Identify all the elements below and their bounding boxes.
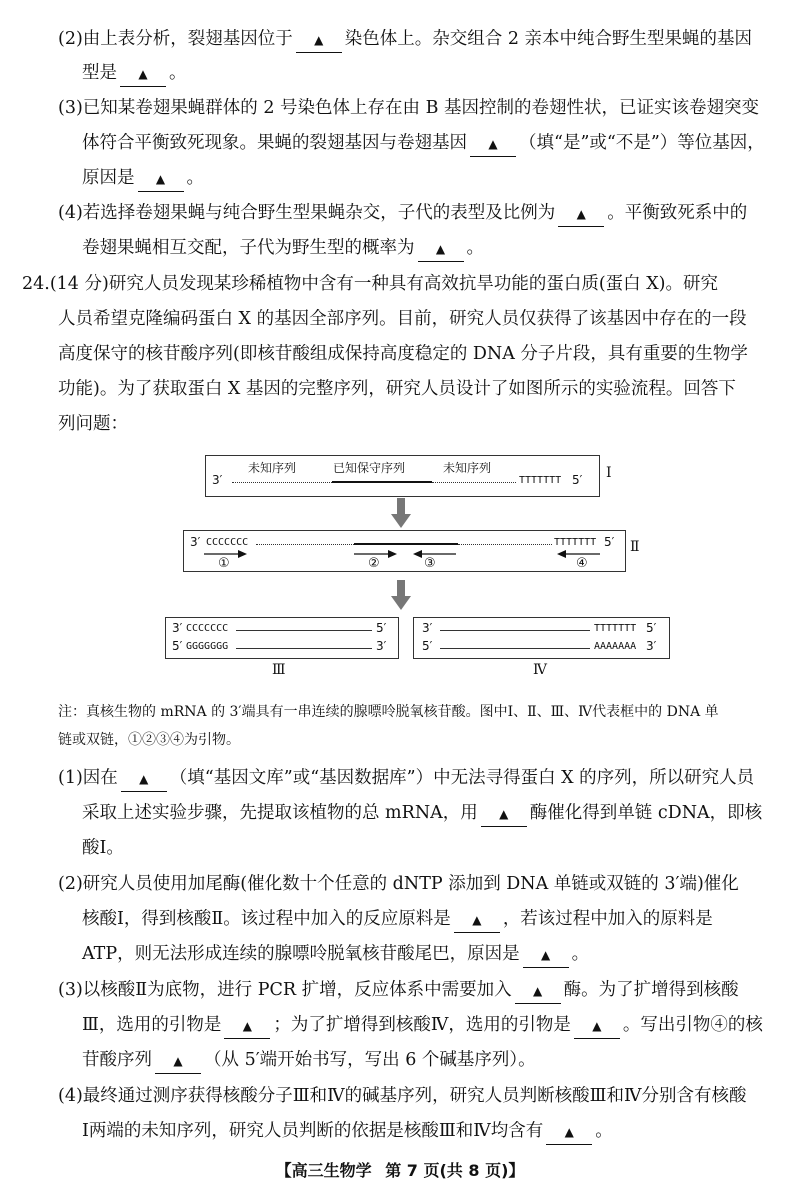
end-label: 5′ xyxy=(604,535,615,549)
triangle-icon: ▲ xyxy=(138,67,148,81)
q23-part2-line1: (2)由上表分析，裂翅基因位于 ▲ 染色体上。杂交组合 2 亲本中纯合野生型果蝇的基因 xyxy=(58,27,752,53)
nucleic-acid-III-box xyxy=(165,617,399,659)
process-arrow-down-icon xyxy=(389,498,413,530)
end-label: 3′ xyxy=(422,621,433,635)
triangle-icon: ▲ xyxy=(576,207,586,221)
q23-part4-line2: 卷翅果蝇相互交配，子代为野生型的概率为 ▲ 。 xyxy=(82,236,484,262)
roman-label-II: Ⅱ xyxy=(630,539,640,555)
q24-sub4-line1: (4)最终通过测序获得核酸分子Ⅲ和Ⅳ的碱基序列，研究人员判断核酸Ⅲ和Ⅳ分别含有核酸 xyxy=(58,1086,747,1106)
triangle-icon: ▲ xyxy=(139,772,149,786)
strand-line xyxy=(440,648,590,649)
poly-t-tail: TTTTTTT xyxy=(554,537,597,548)
answer-blank[interactable] xyxy=(224,1013,270,1039)
q24-sub3-line2: Ⅲ，选用的引物是 ▲ ；为了扩增得到核酸Ⅳ，选用的引物是 ▲ 。写出引物④的核 xyxy=(82,1013,763,1039)
q24-sub2-line2: 核酸Ⅰ，得到核酸Ⅱ。该过程中加入的反应原料是 ▲ ，若该过程中加入的原料是 xyxy=(82,907,713,933)
end-label: 5′ xyxy=(572,473,583,487)
q24-sub1-line1: (1)因在 ▲ （填“基因文库”或“基因数据库”）中无法寻得蛋白 X 的序列，所以研究人员 xyxy=(58,766,754,792)
triangle-icon: ▲ xyxy=(472,913,482,927)
conserved-segment xyxy=(332,481,432,483)
q23-part3-line3: 原因是 ▲ 。 xyxy=(82,166,204,192)
process-arrow-down-icon xyxy=(389,580,413,612)
answer-blank[interactable] xyxy=(515,978,561,1004)
single-strand-right xyxy=(432,482,516,483)
q24-intro-line1: 24.(14 分)研究人员发现某珍稀植物中含有一种具有高效抗旱功能的蛋白质(蛋白 X)。研究 xyxy=(22,274,718,294)
end-label: 5′ xyxy=(376,621,387,635)
single-strand-left xyxy=(232,482,332,483)
q24-intro-line4: 功能)。为了获取蛋白 X 基因的完整序列，研究人员设计了如图所示的实验流程。回答下 xyxy=(58,379,736,399)
q24-sub4-line2: Ⅰ两端的未知序列，研究人员判断的依据是核酸Ⅲ和Ⅳ均含有 ▲ 。 xyxy=(82,1119,613,1145)
q24-sub1-line3: 酸Ⅰ。 xyxy=(82,838,124,858)
poly-c-tail: CCCCCCC xyxy=(206,537,249,548)
triangle-icon: ▲ xyxy=(499,807,509,821)
primer-4-label: ④ xyxy=(576,556,588,571)
triangle-icon: ▲ xyxy=(435,242,446,256)
figure-note-line1: 注：真核生物的 mRNA 的 3′端具有一串连续的腺嘌呤脱氧核苷酸。图中Ⅰ、Ⅱ、Ⅲ、Ⅳ代表框中的 DNA 单 xyxy=(58,704,719,720)
triangle-icon: ▲ xyxy=(564,1125,574,1139)
unknown-seq-left-label: 未知序列 xyxy=(248,461,297,475)
nucleic-acid-I-box xyxy=(205,455,600,497)
answer-blank[interactable] xyxy=(138,166,184,192)
answer-blank[interactable] xyxy=(470,131,516,157)
end-label: 3′ xyxy=(212,473,223,487)
nucleic-acid-II-box xyxy=(183,530,626,572)
answer-blank[interactable] xyxy=(574,1013,620,1039)
q24-intro-line5: 列问题： xyxy=(58,414,128,434)
conserved-seq-label: 已知保守序列 xyxy=(333,461,406,475)
poly-t-seq: TTTTTTT xyxy=(594,623,637,634)
answer-blank[interactable] xyxy=(120,61,166,87)
q23-part2-line2: 型是 ▲ 。 xyxy=(82,61,187,87)
triangle-icon: ▲ xyxy=(488,137,498,151)
primer-1-label: ① xyxy=(218,556,230,571)
q24-sub2-line3: ATP，则无法形成连续的腺嘌呤脱氧核苷酸尾巴，原因是 ▲ 。 xyxy=(82,942,589,968)
answer-blank[interactable] xyxy=(481,801,527,827)
single-strand-left xyxy=(256,544,354,545)
answer-blank[interactable] xyxy=(418,236,464,262)
answer-blank[interactable] xyxy=(296,27,342,53)
poly-a-seq: AAAAAAA xyxy=(594,641,637,652)
answer-blank[interactable] xyxy=(121,766,167,792)
roman-label-I: Ⅰ xyxy=(606,465,612,481)
q24-intro-line3: 高度保守的核苷酸序列(即核苷酸组成保持高度稳定的 DNA 分子片段，具有重要的生物学 xyxy=(58,344,748,364)
poly-t-tail: TTTTTTT xyxy=(519,475,562,486)
triangle-icon: ▲ xyxy=(242,1019,252,1033)
answer-blank[interactable] xyxy=(546,1119,592,1145)
strand-line xyxy=(440,630,590,631)
q23-part4-line1: (4)若选择卷翅果蝇与纯合野生型果蝇杂交，子代的表型及比例为 ▲ 。平衡致死系中的 xyxy=(58,201,747,227)
triangle-icon: ▲ xyxy=(533,984,543,998)
answer-blank[interactable] xyxy=(523,942,569,968)
primer-3-label: ③ xyxy=(424,556,436,571)
footer-subject: 【高三生物学 xyxy=(275,1161,372,1180)
end-label: 3′ xyxy=(190,535,201,549)
triangle-icon: ▲ xyxy=(541,948,551,962)
triangle-icon: ▲ xyxy=(173,1054,183,1068)
answer-blank[interactable] xyxy=(155,1048,201,1074)
figure-note-line2: 链或双链，①②③④为引物。 xyxy=(58,732,240,748)
q24-sub1-line2: 采取上述实验步骤，先提取该植物的总 mRNA，用 ▲ 酶催化得到单链 cDNA，即核 xyxy=(82,801,762,827)
page-footer xyxy=(0,1158,800,1181)
strand-line xyxy=(236,630,372,631)
answer-blank[interactable] xyxy=(558,201,604,227)
end-label: 5′ xyxy=(422,639,433,653)
primer-2-label: ② xyxy=(368,556,380,571)
single-strand-right xyxy=(458,544,552,545)
conserved-segment xyxy=(354,543,458,545)
end-label: 3′ xyxy=(376,639,387,653)
answer-blank[interactable] xyxy=(454,907,500,933)
end-label: 3′ xyxy=(172,621,183,635)
end-label: 5′ xyxy=(646,621,657,635)
end-label: 5′ xyxy=(172,639,183,653)
unknown-seq-right-label: 未知序列 xyxy=(443,461,492,475)
nucleic-acid-IV-box xyxy=(413,617,670,659)
roman-label-IV: Ⅳ xyxy=(533,662,547,678)
triangle-icon: ▲ xyxy=(592,1019,602,1033)
poly-c-seq: CCCCCCC xyxy=(186,623,229,634)
strand-line xyxy=(236,648,372,649)
q24-sub3-line3: 苷酸序列 ▲ （从 5′端开始书写，写出 6 个碱基序列）。 xyxy=(82,1048,536,1074)
triangle-icon: ▲ xyxy=(155,172,166,186)
end-label: 3′ xyxy=(646,639,657,653)
footer-page-number: 第 7 页(共 8 页)】 xyxy=(385,1161,525,1180)
q23-part3-line1: (3)已知某卷翅果蝇群体的 2 号染色体上存在由 B 基因控制的卷翅性状，已证实该卷翅突变 xyxy=(58,98,760,118)
poly-g-seq: GGGGGGG xyxy=(186,641,229,652)
q24-intro-line2: 人员希望克隆编码蛋白 X 的基因全部序列。目前，研究人员仅获得了该基因中存在的一段 xyxy=(58,309,747,329)
q24-sub3-line1: (3)以核酸Ⅱ为底物，进行 PCR 扩增，反应体系中需要加入 ▲ 酶。为了扩增得到核酸 xyxy=(58,978,739,1004)
roman-label-III: Ⅲ xyxy=(272,662,286,678)
triangle-icon: ▲ xyxy=(314,33,324,47)
q24-sub2-line1: (2)研究人员使用加尾酶(催化数十个任意的 dNTP 添加到 DNA 单链或双链的 3′端)催化 xyxy=(58,874,739,894)
q23-part3-line2: 体符合平衡致死现象。果蝇的裂翅基因与卷翅基因 ▲ （填“是”或“不是”）等位基因， xyxy=(82,131,765,157)
